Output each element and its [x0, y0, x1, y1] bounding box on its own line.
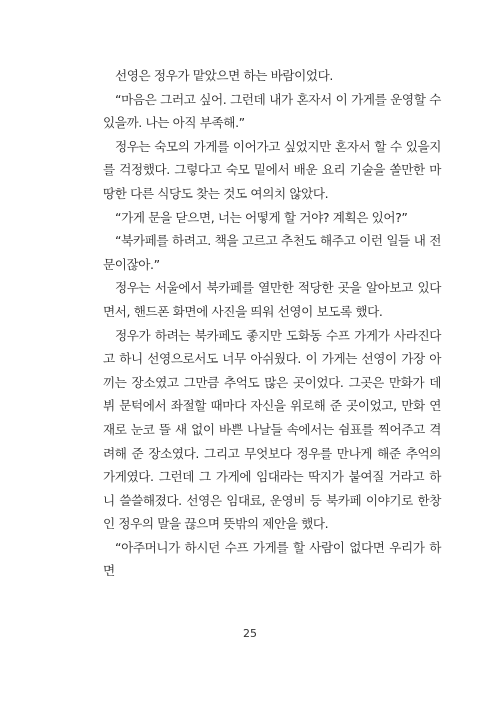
page-number: 25	[243, 627, 257, 640]
paragraph: “아주머니가 하시던 수프 가게를 할 사람이 없다면 우리가 하면	[103, 539, 441, 579]
paragraph: “가게 문을 닫으면, 너는 어떻게 할 거야? 계획은 있어?”	[115, 209, 408, 225]
body-text	[103, 64, 441, 583]
paragraph: 정우가 하려는 북카페도 좋지만 도화동 수프 가게가 사라진다고 하니 선영으로서도 너무 아쉬웠다. 이 가게는 선영이 가장 아끼는 장소였고 그만큼 추억도 많은 곳이었다. 그곳은 만화가 데뷔 문턱에서 좌절할 때마다 자신을 위로해 준 곳이었고, 만화 연재로 눈코 뜰 새 없이 바쁜 나날들 속에서는 쉼표를 찍어주고 격려해 준 장소였다. 그리고 무엇보다 정우를 만나게 해준 추억의 가게였다. 그런데 그 가게에 임대라는 딱지가 붙여질 거라고 하니 쓸쓸해졌다. 선영은 임대료, 운영비 등 북카페 이야기로 한창인 정우의 말을 끊으며 뜻밖의 제안을 했다.	[103, 327, 441, 532]
paragraph: 정우는 숙모의 가게를 이어가고 싶었지만 혼자서 할 수 있을지를 걱정했다. 그렇다고 숙모 밑에서 배운 요리 기술을 쏠만한 마땅한 다른 식당도 찾는 것도 여의치 않았다.	[103, 138, 441, 201]
paragraph: “마음은 그러고 싶어. 그런데 내가 혼자서 이 가게를 운영할 수 있을까. 나는 아직 부족해.”	[103, 91, 441, 131]
paragraph: 선영은 정우가 맡았으면 하는 바람이었다.	[115, 68, 334, 83]
paragraph: “북카페를 하려고. 책을 고르고 추천도 해주고 이런 일들 내 전문이잖아.”	[103, 233, 441, 272]
paragraph: 정우는 서울에서 북카페를 열만한 적당한 곳을 알아보고 있다면서, 핸드폰 화면에 사진을 띄워 선영이 보도록 했다.	[103, 280, 441, 319]
